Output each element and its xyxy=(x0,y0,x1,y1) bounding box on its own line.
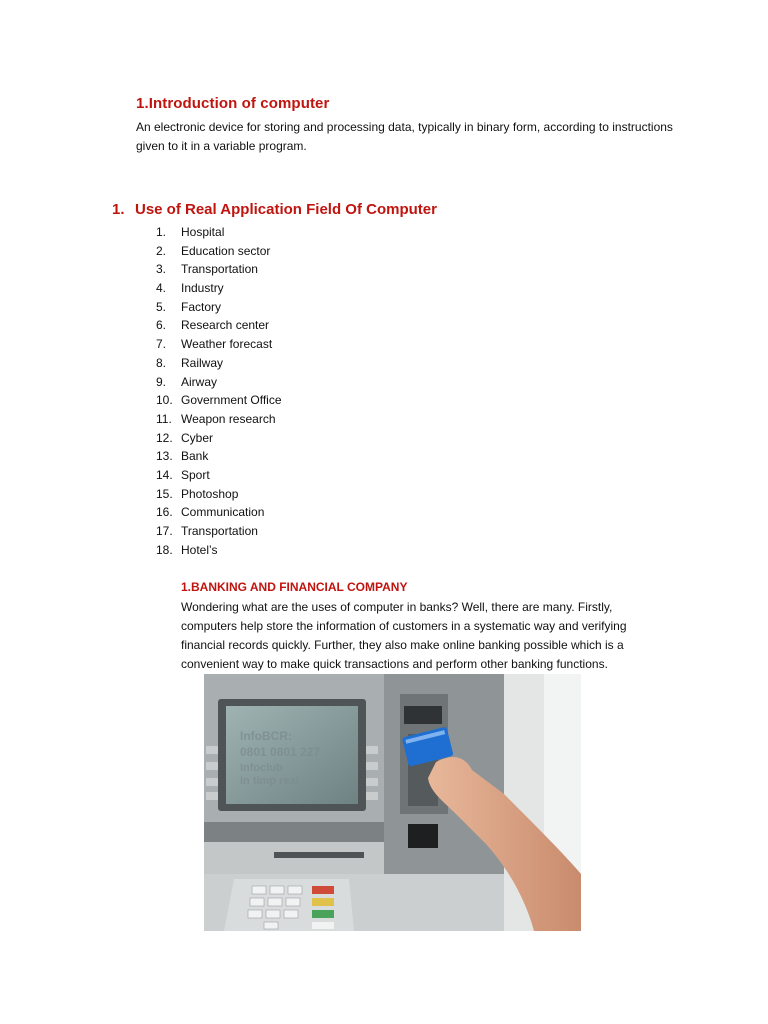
list-item-label: Hospital xyxy=(181,225,225,239)
list-item xyxy=(156,447,282,466)
list-item-number: 16. xyxy=(156,505,173,520)
atm-screen-line-3: Infoclub xyxy=(240,762,283,774)
list-item-number: 4. xyxy=(156,281,167,296)
list-item-label: Weather forecast xyxy=(181,337,273,352)
list-item-number: 1. xyxy=(156,225,167,239)
list-item-label: Weapon research xyxy=(181,411,276,426)
list-item-number: 14. xyxy=(156,467,173,482)
list-item-label: Communication xyxy=(181,505,265,520)
list-item xyxy=(156,335,282,354)
list-item-number: 15. xyxy=(156,486,173,501)
list-item xyxy=(156,242,282,261)
atm-screen-line-4: In timp real xyxy=(240,775,299,787)
list-item-label: Railway xyxy=(181,355,224,370)
list-item xyxy=(156,410,282,429)
banking-heading: 1.BANKING AND FINANCIAL COMPANY xyxy=(181,580,408,594)
list-item-number: 3. xyxy=(156,262,167,277)
list-item xyxy=(156,223,282,242)
applications-list xyxy=(156,223,282,559)
list-item-number: 10. xyxy=(156,393,173,408)
list-item-label: Industry xyxy=(181,281,224,296)
intro-paragraph: An electronic device for storing and processing data, typically in binary form, according to instructions given to it in a variable program. xyxy=(136,120,673,153)
list-item-number: 5. xyxy=(156,299,167,314)
atm-photo xyxy=(204,674,581,931)
list-item-number: 7. xyxy=(156,337,167,352)
list-item-label: Photoshop xyxy=(181,486,239,501)
list-item-number: 12. xyxy=(156,430,173,445)
list-item xyxy=(156,485,282,504)
list-item xyxy=(156,373,282,392)
list-item-number: 17. xyxy=(156,524,173,538)
list-item-label: Research center xyxy=(181,318,270,333)
list-item-label: Airway xyxy=(181,374,218,389)
list-item xyxy=(156,354,282,373)
list-item xyxy=(156,279,282,298)
list-item xyxy=(156,522,282,541)
list-item-number: 11. xyxy=(156,411,172,426)
list-item-label: Hotel’s xyxy=(181,542,218,557)
list-item xyxy=(156,503,282,522)
intro-heading: 1.Introduction of computer xyxy=(136,95,330,112)
list-item-label: Government Office xyxy=(181,393,282,408)
list-item-number: 6. xyxy=(156,318,167,333)
atm-screen-line-1: InfoBCR: xyxy=(240,729,292,743)
list-item xyxy=(156,391,282,410)
banking-paragraph: Wondering what are the uses of computer in banks? Well, there are many. Firstly, computers help store the information of customers in a systematic way and verifying financial records quickly. Further, they also make online banking possible which is a convenient way to make quick transactions and perform other banking functions. xyxy=(181,600,627,671)
list-item xyxy=(156,260,282,279)
applications-heading-text: Use of Real Application Field Of Computer xyxy=(135,201,437,218)
list-item-label: Education sector xyxy=(181,243,271,258)
list-item xyxy=(156,429,282,448)
list-item-number: 2. xyxy=(156,243,167,258)
list-item xyxy=(156,466,282,485)
list-item-label: Bank xyxy=(181,449,209,464)
list-item-number: 18. xyxy=(156,542,173,557)
list-item-label: Cyber xyxy=(181,430,214,445)
applications-heading-number: 1. xyxy=(112,201,125,218)
list-item xyxy=(156,316,282,335)
list-item-label: Factory xyxy=(181,299,222,314)
list-item-label: Transportation xyxy=(181,262,258,277)
list-item xyxy=(156,541,282,560)
list-item-number: 9. xyxy=(156,374,167,389)
list-item-number: 8. xyxy=(156,355,167,370)
list-item-label: Sport xyxy=(181,467,210,482)
list-item xyxy=(156,298,282,317)
atm-screen-line-2: 0801 0801 227 xyxy=(240,745,321,759)
applications-heading xyxy=(112,201,437,218)
list-item-number: 13. xyxy=(156,449,173,464)
list-item-label: Transportation xyxy=(181,524,258,538)
